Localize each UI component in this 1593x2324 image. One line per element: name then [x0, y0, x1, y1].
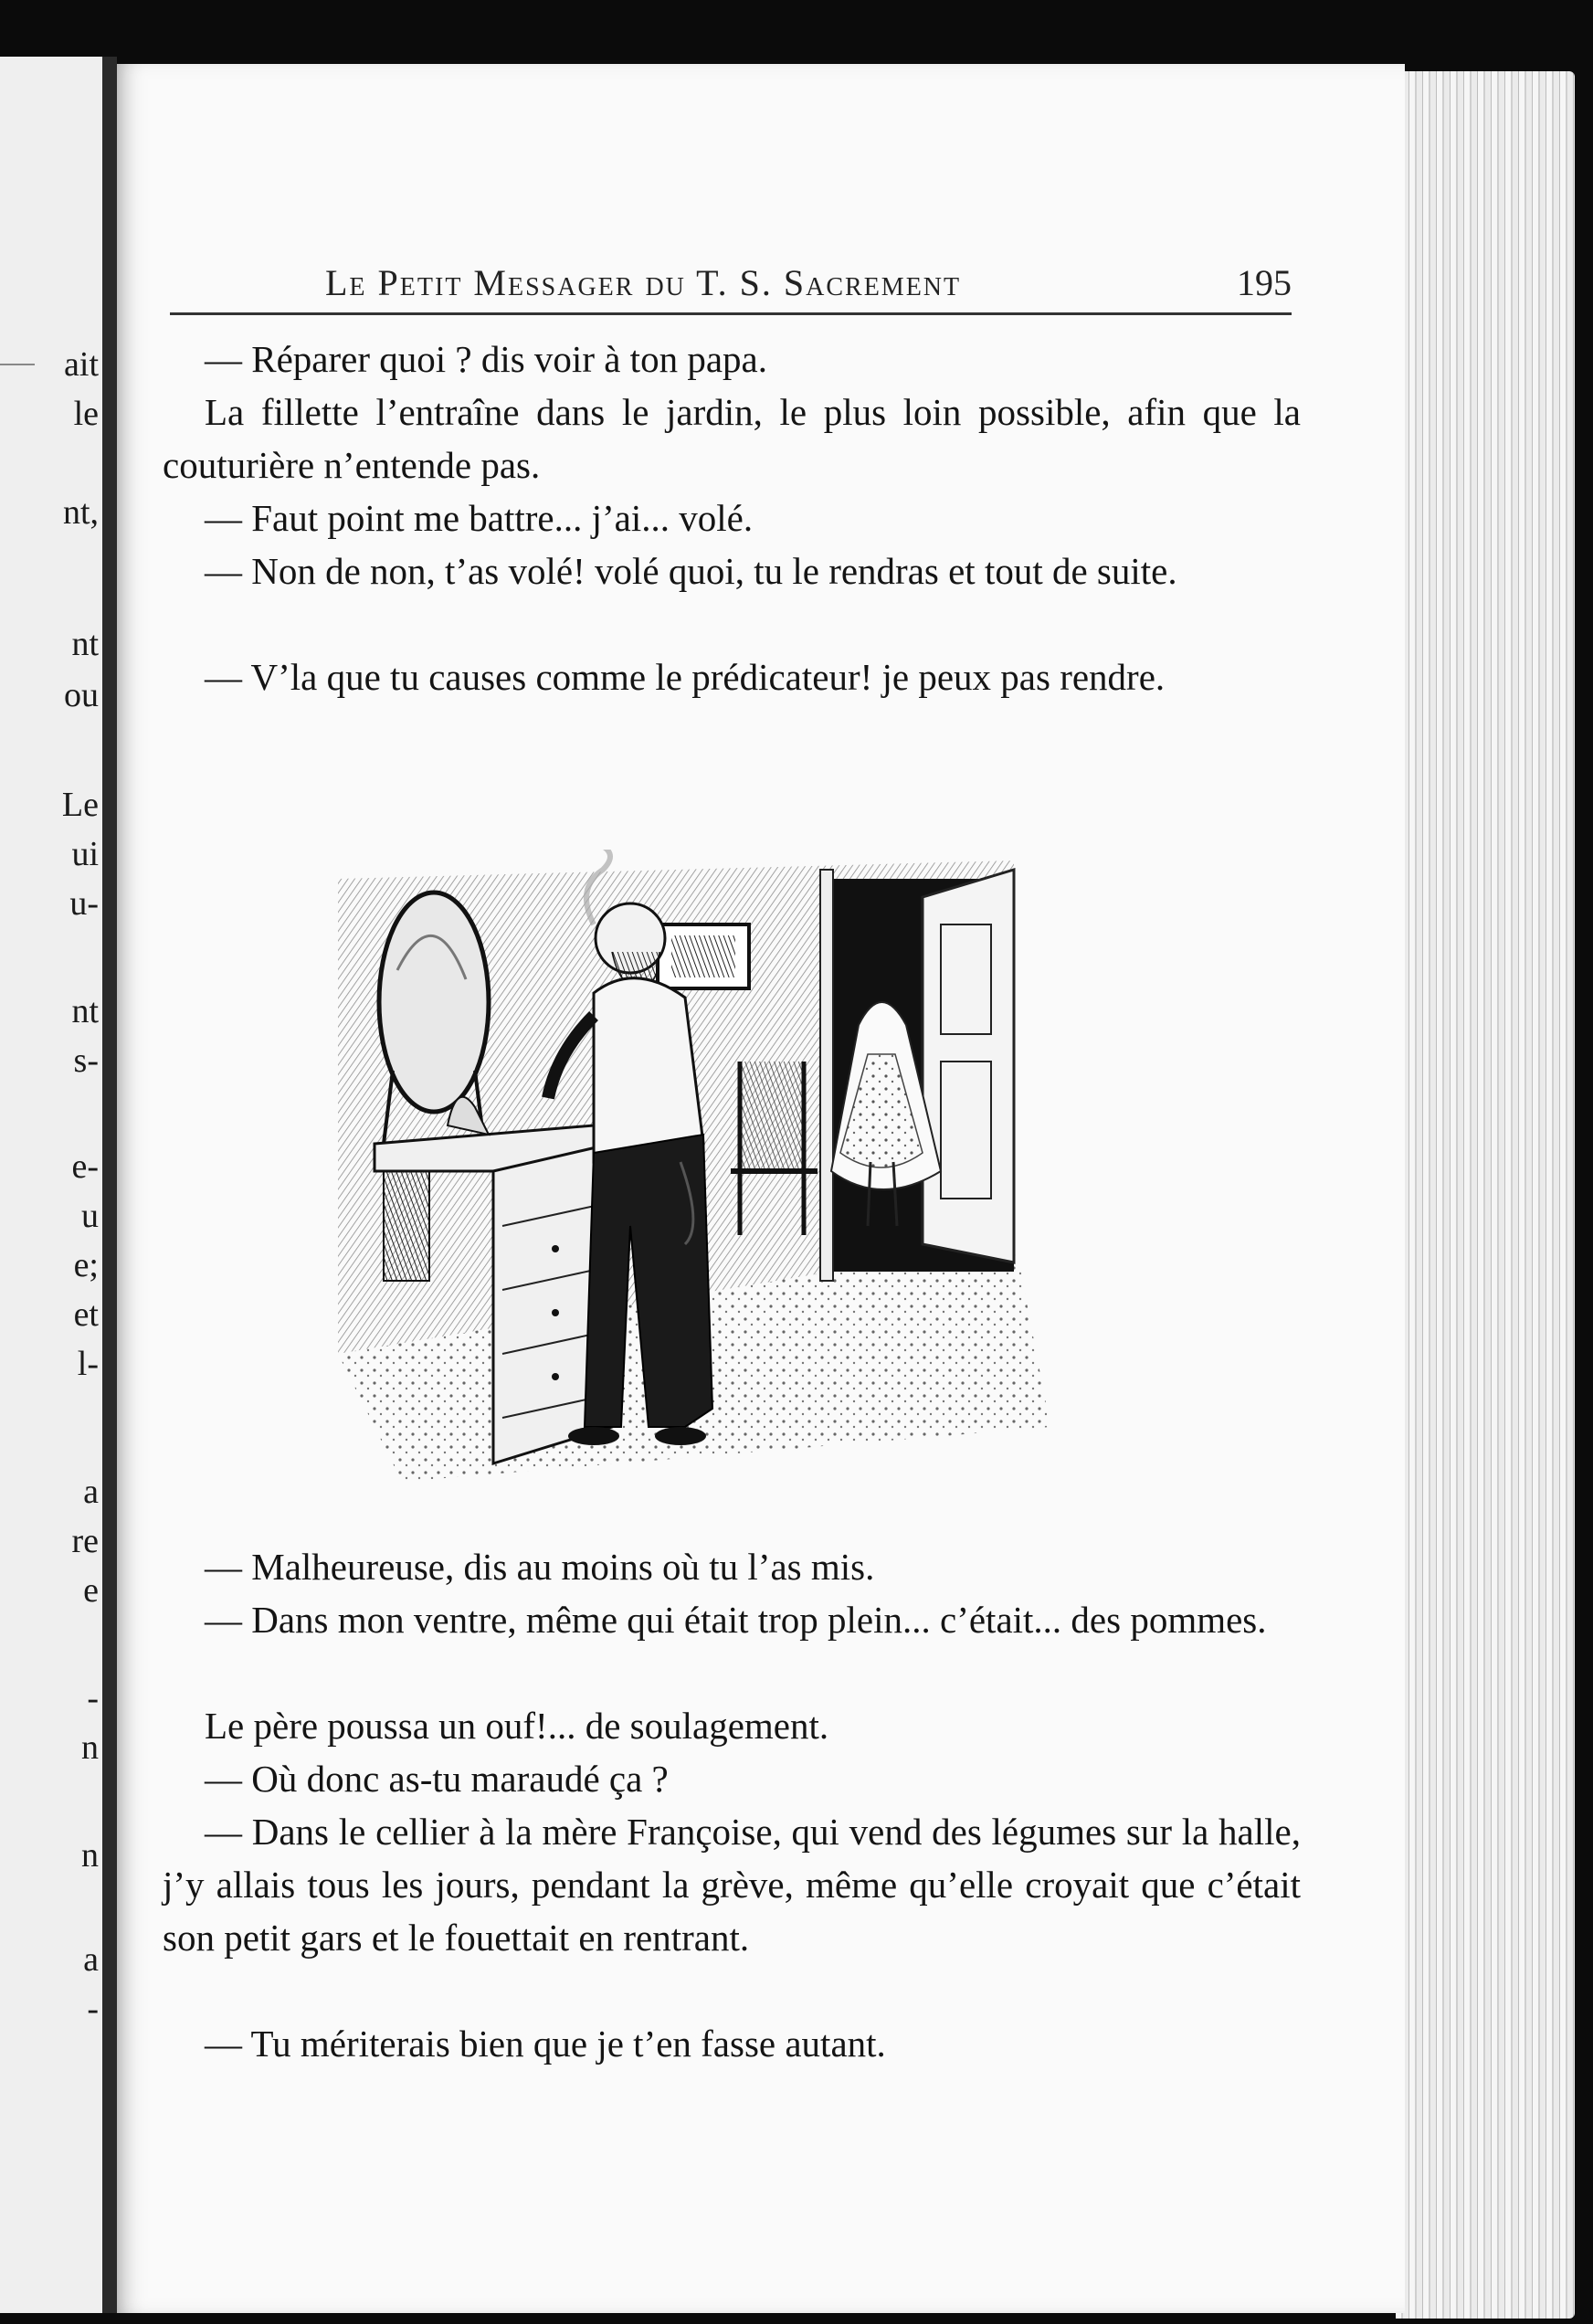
left-page-fragment: Le — [61, 786, 99, 824]
paragraph: La fillette l’entraîne dans le jardin, le plus loin possible, afin que la couturière n’entende pas. — [163, 391, 1301, 486]
left-page-fragment: e — [83, 1571, 99, 1610]
paragraph: — Où donc as-tu maraudé ça ? — [205, 1758, 669, 1800]
page-number: 195 — [1237, 262, 1292, 303]
left-page-rule — [0, 364, 35, 365]
left-page-fragment: a — [83, 1473, 99, 1511]
paragraph: Le père poussa un ouf!... de soulagement. — [205, 1705, 829, 1747]
paragraph: — Faut point me battre... j’ai... volé. — [205, 497, 754, 539]
left-page-fragment: le — [73, 395, 99, 433]
left-page-fragment: nt — [71, 992, 99, 1030]
paragraph: — Tu mériterais bien que je t’en fasse autant. — [205, 2023, 886, 2065]
illustration-drawing — [320, 842, 1142, 1529]
left-page-fragment: n — [81, 1836, 99, 1875]
left-page-fragment: s- — [73, 1041, 99, 1080]
left-page-fragment: u — [81, 1197, 99, 1235]
left-page-fragment: a — [83, 1940, 99, 1979]
left-page-fragment: - — [87, 1990, 99, 2028]
paragraph: — Dans mon ventre, même qui était trop plein... c’était... des pommes. — [205, 1599, 1267, 1641]
left-page-fragment: e; — [73, 1246, 99, 1284]
engraving-illustration-icon — [320, 842, 1142, 1529]
left-page-fragment: n — [81, 1728, 99, 1767]
paragraph: — Réparer quoi ? dis voir à ton papa. — [205, 338, 767, 380]
running-head-title: Le Petit Messager du T. S. Sacrement — [325, 262, 962, 303]
left-page-fragment: re — [71, 1522, 99, 1560]
left-page-fragment: nt, — [62, 493, 99, 532]
paragraph: — Non de non, t’as volé! volé quoi, tu le rendras et tout de suite. — [205, 550, 1177, 592]
book-fore-edge — [1396, 71, 1575, 2319]
book-page — [117, 64, 1405, 2313]
left-facing-page — [0, 57, 102, 2313]
left-page-fragment: nt — [71, 625, 99, 663]
left-page-fragment: - — [87, 1679, 99, 1717]
paragraph: — Malheureuse, dis au moins où tu l’as mis. — [205, 1546, 875, 1588]
left-page-fragment: ou — [64, 676, 99, 714]
left-page-fragment: et — [73, 1295, 99, 1334]
left-page-fragment: ui — [71, 835, 99, 873]
paragraph: — Dans le cellier à la mère Françoise, qui vend des légumes sur la halle, j’y allais tous les jours, pendant la grève, même qu’elle croyait que c’était son petit gars et le fouettait en rentrant. — [163, 1811, 1301, 1959]
left-page-fragment: ait — [64, 345, 99, 384]
left-page-fragment: e- — [71, 1147, 99, 1186]
book-gutter — [102, 57, 117, 2313]
running-head — [170, 261, 1292, 315]
left-page-fragment: u- — [69, 884, 99, 923]
paragraph: — V’la que tu causes comme le prédicateur! je peux pas rendre. — [205, 656, 1166, 698]
left-page-fragment: l- — [77, 1345, 99, 1383]
